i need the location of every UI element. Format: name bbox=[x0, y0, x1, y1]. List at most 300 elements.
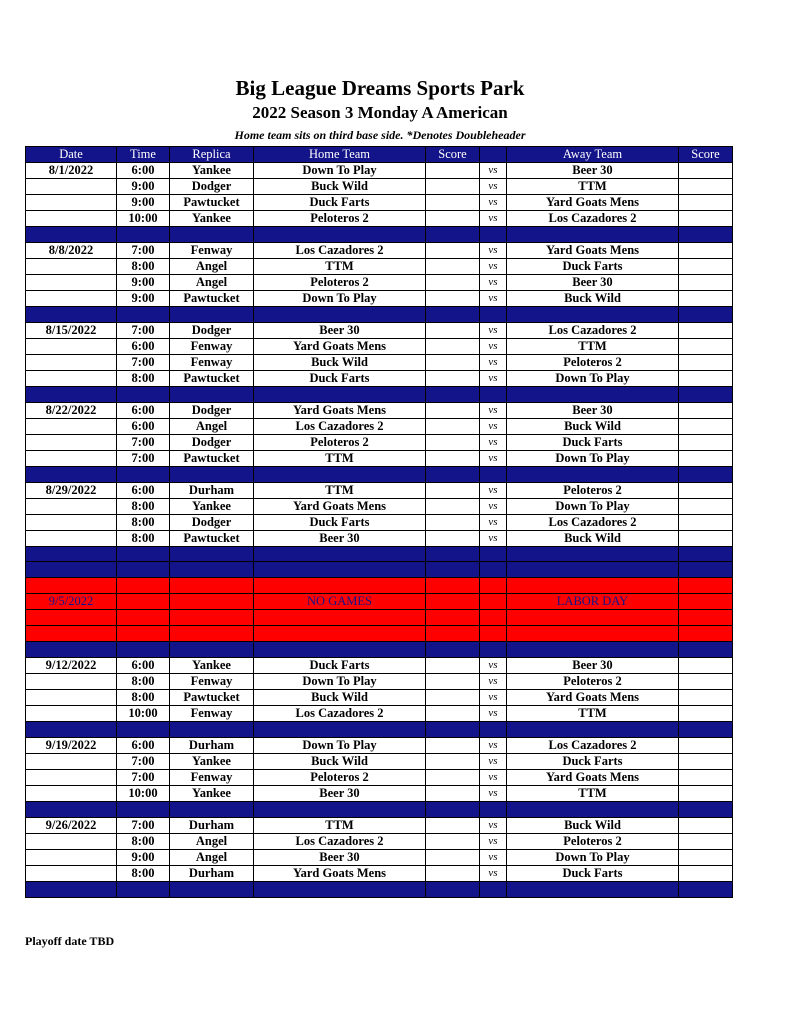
game-row bbox=[26, 737, 733, 753]
away-score-cell bbox=[679, 434, 733, 450]
replica-cell: Pawtucket bbox=[170, 450, 254, 466]
game-row bbox=[26, 785, 733, 801]
home-score-cell bbox=[426, 705, 480, 721]
separator-cell bbox=[679, 642, 733, 658]
replica-cell: Angel bbox=[170, 274, 254, 290]
home-team-cell: Los Cazadores 2 bbox=[254, 705, 426, 721]
date-cell bbox=[26, 195, 117, 211]
date-cell bbox=[26, 258, 117, 274]
holiday-cell bbox=[426, 610, 480, 626]
holiday-cell bbox=[26, 626, 117, 642]
date-cell bbox=[26, 274, 117, 290]
vs-cell: vs bbox=[480, 258, 507, 274]
date-cell bbox=[26, 833, 117, 849]
holiday-cell bbox=[26, 578, 117, 594]
separator-cell bbox=[170, 881, 254, 897]
date-cell bbox=[26, 418, 117, 434]
separator-cell bbox=[117, 801, 170, 817]
date-cell bbox=[26, 673, 117, 689]
home-score-cell bbox=[426, 402, 480, 418]
replica-cell: Dodger bbox=[170, 179, 254, 195]
away-team-cell: Peloteros 2 bbox=[507, 354, 679, 370]
time-cell: 7:00 bbox=[117, 354, 170, 370]
week-separator bbox=[26, 881, 733, 897]
replica-cell: Pawtucket bbox=[170, 530, 254, 546]
vs-cell: vs bbox=[480, 195, 507, 211]
date-cell: 8/22/2022 bbox=[26, 402, 117, 418]
vs-cell: vs bbox=[480, 530, 507, 546]
away-team-cell: Buck Wild bbox=[507, 418, 679, 434]
separator-cell bbox=[480, 721, 507, 737]
vs-cell: vs bbox=[480, 849, 507, 865]
replica-cell: Yankee bbox=[170, 785, 254, 801]
replica-cell: Dodger bbox=[170, 402, 254, 418]
vs-cell: vs bbox=[480, 179, 507, 195]
replica-cell: Angel bbox=[170, 258, 254, 274]
home-team-cell: Los Cazadores 2 bbox=[254, 833, 426, 849]
home-score-cell bbox=[426, 274, 480, 290]
home-score-cell bbox=[426, 737, 480, 753]
away-team-cell: TTM bbox=[507, 179, 679, 195]
time-cell: 7:00 bbox=[117, 753, 170, 769]
game-row bbox=[26, 434, 733, 450]
separator-cell bbox=[117, 546, 170, 562]
away-team-cell: Down To Play bbox=[507, 498, 679, 514]
vs-cell: vs bbox=[480, 482, 507, 498]
separator-cell bbox=[170, 642, 254, 658]
holiday-cell bbox=[117, 594, 170, 610]
home-score-cell bbox=[426, 211, 480, 227]
time-cell: 8:00 bbox=[117, 498, 170, 514]
time-cell: 7:00 bbox=[117, 450, 170, 466]
game-row bbox=[26, 849, 733, 865]
separator-cell bbox=[26, 546, 117, 562]
vs-cell: vs bbox=[480, 657, 507, 673]
separator-cell bbox=[117, 721, 170, 737]
replica-cell: Yankee bbox=[170, 498, 254, 514]
date-cell bbox=[26, 530, 117, 546]
date-cell bbox=[26, 849, 117, 865]
separator-cell bbox=[480, 881, 507, 897]
separator-cell bbox=[679, 881, 733, 897]
away-team-cell: Los Cazadores 2 bbox=[507, 514, 679, 530]
holiday-cell bbox=[507, 610, 679, 626]
home-team-cell: Los Cazadores 2 bbox=[254, 418, 426, 434]
home-score-cell bbox=[426, 817, 480, 833]
vs-cell: vs bbox=[480, 402, 507, 418]
home-team-cell: TTM bbox=[254, 258, 426, 274]
holiday-row bbox=[26, 626, 733, 642]
game-row bbox=[26, 274, 733, 290]
away-score-cell bbox=[679, 354, 733, 370]
game-row bbox=[26, 753, 733, 769]
time-cell: 8:00 bbox=[117, 865, 170, 881]
separator-cell bbox=[426, 642, 480, 658]
replica-cell: Yankee bbox=[170, 211, 254, 227]
home-team-cell: Yard Goats Mens bbox=[254, 402, 426, 418]
separator-cell bbox=[254, 306, 426, 322]
holiday-cell bbox=[170, 610, 254, 626]
time-cell: 6:00 bbox=[117, 657, 170, 673]
separator-cell bbox=[254, 227, 426, 243]
game-row bbox=[26, 195, 733, 211]
holiday-cell bbox=[254, 578, 426, 594]
separator-cell bbox=[170, 801, 254, 817]
week-separator bbox=[26, 227, 733, 243]
away-score-cell bbox=[679, 514, 733, 530]
replica-cell: Dodger bbox=[170, 434, 254, 450]
home-score-cell bbox=[426, 673, 480, 689]
game-row bbox=[26, 769, 733, 785]
separator-cell bbox=[254, 881, 426, 897]
date-cell: 8/8/2022 bbox=[26, 242, 117, 258]
away-score-cell bbox=[679, 450, 733, 466]
vs-cell: vs bbox=[480, 673, 507, 689]
separator-cell bbox=[254, 801, 426, 817]
game-row bbox=[26, 242, 733, 258]
date-cell: 9/12/2022 bbox=[26, 657, 117, 673]
home-score-cell bbox=[426, 849, 480, 865]
col-home-score-header: Score bbox=[426, 147, 480, 163]
holiday-cell bbox=[426, 578, 480, 594]
game-row bbox=[26, 163, 733, 179]
date-cell bbox=[26, 689, 117, 705]
vs-cell: vs bbox=[480, 785, 507, 801]
away-team-cell: Buck Wild bbox=[507, 817, 679, 833]
holiday-row bbox=[26, 610, 733, 626]
holiday-cell bbox=[117, 610, 170, 626]
holiday-row bbox=[26, 594, 733, 610]
home-score-cell bbox=[426, 833, 480, 849]
separator-cell bbox=[26, 386, 117, 402]
time-cell: 9:00 bbox=[117, 290, 170, 306]
time-cell: 7:00 bbox=[117, 817, 170, 833]
separator-cell bbox=[26, 562, 117, 578]
separator-cell bbox=[170, 721, 254, 737]
away-team-cell: Duck Farts bbox=[507, 753, 679, 769]
separator-cell bbox=[480, 642, 507, 658]
holiday-cell bbox=[480, 578, 507, 594]
page-title: Big League Dreams Sports Park bbox=[235, 76, 525, 100]
separator-cell bbox=[507, 801, 679, 817]
replica-cell: Fenway bbox=[170, 242, 254, 258]
time-cell: 7:00 bbox=[117, 322, 170, 338]
separator-cell bbox=[426, 546, 480, 562]
vs-cell: vs bbox=[480, 865, 507, 881]
home-team-cell: Down To Play bbox=[254, 163, 426, 179]
date-cell bbox=[26, 514, 117, 530]
away-score-cell bbox=[679, 753, 733, 769]
home-score-cell bbox=[426, 434, 480, 450]
time-cell: 6:00 bbox=[117, 338, 170, 354]
vs-cell: vs bbox=[480, 514, 507, 530]
home-team-cell: Buck Wild bbox=[254, 753, 426, 769]
week-separator bbox=[26, 562, 733, 578]
time-cell: 6:00 bbox=[117, 402, 170, 418]
time-cell: 10:00 bbox=[117, 211, 170, 227]
schedule-body bbox=[26, 163, 733, 898]
replica-cell: Angel bbox=[170, 849, 254, 865]
vs-cell: vs bbox=[480, 833, 507, 849]
game-row bbox=[26, 673, 733, 689]
separator-cell bbox=[254, 386, 426, 402]
home-team-cell: TTM bbox=[254, 817, 426, 833]
separator-cell bbox=[117, 466, 170, 482]
col-home-team-header: Home Team bbox=[254, 147, 426, 163]
away-score-cell bbox=[679, 689, 733, 705]
labor-day-cell: LABOR DAY bbox=[507, 594, 679, 610]
separator-cell bbox=[426, 562, 480, 578]
replica-cell: Dodger bbox=[170, 514, 254, 530]
away-team-cell: Down To Play bbox=[507, 849, 679, 865]
away-score-cell bbox=[679, 402, 733, 418]
col-away-team-header: Away Team bbox=[507, 147, 679, 163]
game-row bbox=[26, 657, 733, 673]
holiday-cell bbox=[507, 626, 679, 642]
home-team-cell: Yard Goats Mens bbox=[254, 865, 426, 881]
holiday-cell bbox=[480, 610, 507, 626]
date-cell bbox=[26, 705, 117, 721]
time-cell: 8:00 bbox=[117, 689, 170, 705]
separator-cell bbox=[254, 546, 426, 562]
separator-cell bbox=[426, 386, 480, 402]
holiday-cell bbox=[679, 626, 733, 642]
home-team-cell: Duck Farts bbox=[254, 195, 426, 211]
separator-cell bbox=[426, 721, 480, 737]
date-cell bbox=[26, 290, 117, 306]
separator-cell bbox=[679, 721, 733, 737]
separator-cell bbox=[507, 642, 679, 658]
away-score-cell bbox=[679, 769, 733, 785]
col-replica-header: Replica bbox=[170, 147, 254, 163]
separator-cell bbox=[507, 546, 679, 562]
away-team-cell: Los Cazadores 2 bbox=[507, 737, 679, 753]
vs-cell: vs bbox=[480, 274, 507, 290]
separator-cell bbox=[480, 801, 507, 817]
time-cell: 10:00 bbox=[117, 705, 170, 721]
week-separator bbox=[26, 306, 733, 322]
home-score-cell bbox=[426, 865, 480, 881]
separator-cell bbox=[426, 306, 480, 322]
home-score-cell bbox=[426, 163, 480, 179]
away-team-cell: Peloteros 2 bbox=[507, 482, 679, 498]
replica-cell: Angel bbox=[170, 833, 254, 849]
game-row bbox=[26, 322, 733, 338]
col-date-header: Date bbox=[26, 147, 117, 163]
separator-cell bbox=[480, 466, 507, 482]
separator-cell bbox=[170, 306, 254, 322]
away-team-cell: Yard Goats Mens bbox=[507, 769, 679, 785]
date-cell: 8/1/2022 bbox=[26, 163, 117, 179]
replica-cell: Pawtucket bbox=[170, 290, 254, 306]
away-score-cell bbox=[679, 865, 733, 881]
date-cell: 9/19/2022 bbox=[26, 737, 117, 753]
home-score-cell bbox=[426, 785, 480, 801]
separator-cell bbox=[480, 562, 507, 578]
home-team-cell: Buck Wild bbox=[254, 179, 426, 195]
away-score-cell bbox=[679, 418, 733, 434]
away-score-cell bbox=[679, 833, 733, 849]
separator-cell bbox=[26, 466, 117, 482]
schedule-note: Home team sits on third base side. *Denotes Doubleheader bbox=[234, 128, 526, 142]
away-score-cell bbox=[679, 338, 733, 354]
separator-cell bbox=[26, 227, 117, 243]
week-separator bbox=[26, 386, 733, 402]
separator-cell bbox=[254, 466, 426, 482]
separator-cell bbox=[117, 642, 170, 658]
separator-cell bbox=[170, 562, 254, 578]
separator-cell bbox=[254, 721, 426, 737]
time-cell: 7:00 bbox=[117, 769, 170, 785]
away-team-cell: Beer 30 bbox=[507, 402, 679, 418]
time-cell: 9:00 bbox=[117, 849, 170, 865]
replica-cell: Yankee bbox=[170, 657, 254, 673]
holiday-cell bbox=[679, 578, 733, 594]
game-row bbox=[26, 338, 733, 354]
col-vs-header bbox=[480, 147, 507, 163]
date-cell bbox=[26, 179, 117, 195]
replica-cell: Yankee bbox=[170, 753, 254, 769]
date-cell: 8/15/2022 bbox=[26, 322, 117, 338]
home-team-cell: Peloteros 2 bbox=[254, 211, 426, 227]
vs-cell: vs bbox=[480, 290, 507, 306]
week-separator bbox=[26, 801, 733, 817]
vs-cell: vs bbox=[480, 450, 507, 466]
game-row bbox=[26, 450, 733, 466]
away-team-cell: Down To Play bbox=[507, 370, 679, 386]
separator-cell bbox=[117, 227, 170, 243]
home-team-cell: Beer 30 bbox=[254, 785, 426, 801]
holiday-cell bbox=[254, 626, 426, 642]
time-cell: 8:00 bbox=[117, 673, 170, 689]
replica-cell: Yankee bbox=[170, 163, 254, 179]
time-cell: 6:00 bbox=[117, 737, 170, 753]
separator-cell bbox=[679, 801, 733, 817]
away-score-cell bbox=[679, 242, 733, 258]
separator-cell bbox=[679, 546, 733, 562]
home-team-cell: Buck Wild bbox=[254, 354, 426, 370]
home-team-cell: Beer 30 bbox=[254, 322, 426, 338]
game-row bbox=[26, 290, 733, 306]
replica-cell: Angel bbox=[170, 418, 254, 434]
replica-cell: Fenway bbox=[170, 338, 254, 354]
home-team-cell: Down To Play bbox=[254, 290, 426, 306]
separator-cell bbox=[679, 306, 733, 322]
separator-cell bbox=[170, 386, 254, 402]
game-row bbox=[26, 402, 733, 418]
away-score-cell bbox=[679, 195, 733, 211]
home-team-cell: TTM bbox=[254, 482, 426, 498]
away-team-cell: Los Cazadores 2 bbox=[507, 211, 679, 227]
home-team-cell: Buck Wild bbox=[254, 689, 426, 705]
date-cell bbox=[26, 498, 117, 514]
away-team-cell: Beer 30 bbox=[507, 657, 679, 673]
separator-cell bbox=[507, 721, 679, 737]
time-cell: 7:00 bbox=[117, 434, 170, 450]
holiday-cell bbox=[170, 626, 254, 642]
home-team-cell: Duck Farts bbox=[254, 514, 426, 530]
vs-cell: vs bbox=[480, 705, 507, 721]
date-cell bbox=[26, 338, 117, 354]
vs-cell: vs bbox=[480, 817, 507, 833]
separator-cell bbox=[170, 466, 254, 482]
schedule-table bbox=[25, 146, 733, 898]
away-team-cell: TTM bbox=[507, 338, 679, 354]
separator-cell bbox=[679, 227, 733, 243]
holiday-cell bbox=[26, 610, 117, 626]
week-separator bbox=[26, 466, 733, 482]
date-cell bbox=[26, 450, 117, 466]
away-score-cell bbox=[679, 290, 733, 306]
home-score-cell bbox=[426, 338, 480, 354]
away-team-cell: TTM bbox=[507, 705, 679, 721]
game-row bbox=[26, 354, 733, 370]
holiday-cell bbox=[480, 594, 507, 610]
replica-cell: Durham bbox=[170, 865, 254, 881]
home-score-cell bbox=[426, 450, 480, 466]
away-team-cell: Peloteros 2 bbox=[507, 673, 679, 689]
home-score-cell bbox=[426, 290, 480, 306]
separator-cell bbox=[117, 881, 170, 897]
col-time-header: Time bbox=[117, 147, 170, 163]
home-score-cell bbox=[426, 769, 480, 785]
date-cell bbox=[26, 865, 117, 881]
separator-cell bbox=[117, 386, 170, 402]
holiday-cell bbox=[507, 578, 679, 594]
separator-cell bbox=[26, 306, 117, 322]
game-row bbox=[26, 833, 733, 849]
home-score-cell bbox=[426, 195, 480, 211]
home-score-cell bbox=[426, 242, 480, 258]
vs-cell: vs bbox=[480, 418, 507, 434]
separator-cell bbox=[26, 801, 117, 817]
away-team-cell: Beer 30 bbox=[507, 163, 679, 179]
time-cell: 7:00 bbox=[117, 242, 170, 258]
home-team-cell: TTM bbox=[254, 450, 426, 466]
time-cell: 6:00 bbox=[117, 482, 170, 498]
replica-cell: Fenway bbox=[170, 769, 254, 785]
away-score-cell bbox=[679, 179, 733, 195]
away-team-cell: Buck Wild bbox=[507, 290, 679, 306]
separator-cell bbox=[507, 466, 679, 482]
away-score-cell bbox=[679, 274, 733, 290]
home-team-cell: Duck Farts bbox=[254, 370, 426, 386]
vs-cell: vs bbox=[480, 370, 507, 386]
separator-cell bbox=[480, 306, 507, 322]
time-cell: 8:00 bbox=[117, 833, 170, 849]
date-cell bbox=[26, 785, 117, 801]
home-team-cell: Beer 30 bbox=[254, 530, 426, 546]
replica-cell: Pawtucket bbox=[170, 370, 254, 386]
replica-cell: Pawtucket bbox=[170, 195, 254, 211]
away-score-cell bbox=[679, 482, 733, 498]
home-team-cell: Peloteros 2 bbox=[254, 274, 426, 290]
holiday-cell bbox=[679, 594, 733, 610]
game-row bbox=[26, 211, 733, 227]
separator-cell bbox=[254, 642, 426, 658]
holiday-cell bbox=[679, 610, 733, 626]
vs-cell: vs bbox=[480, 163, 507, 179]
date-cell bbox=[26, 370, 117, 386]
holiday-cell bbox=[426, 626, 480, 642]
date-cell bbox=[26, 434, 117, 450]
col-away-score-header: Score bbox=[679, 147, 733, 163]
time-cell: 8:00 bbox=[117, 514, 170, 530]
holiday-date-cell: 9/5/2022 bbox=[26, 594, 117, 610]
holiday-cell bbox=[170, 594, 254, 610]
season-subtitle: 2022 Season 3 Monday A American bbox=[252, 103, 508, 122]
vs-cell: vs bbox=[480, 434, 507, 450]
